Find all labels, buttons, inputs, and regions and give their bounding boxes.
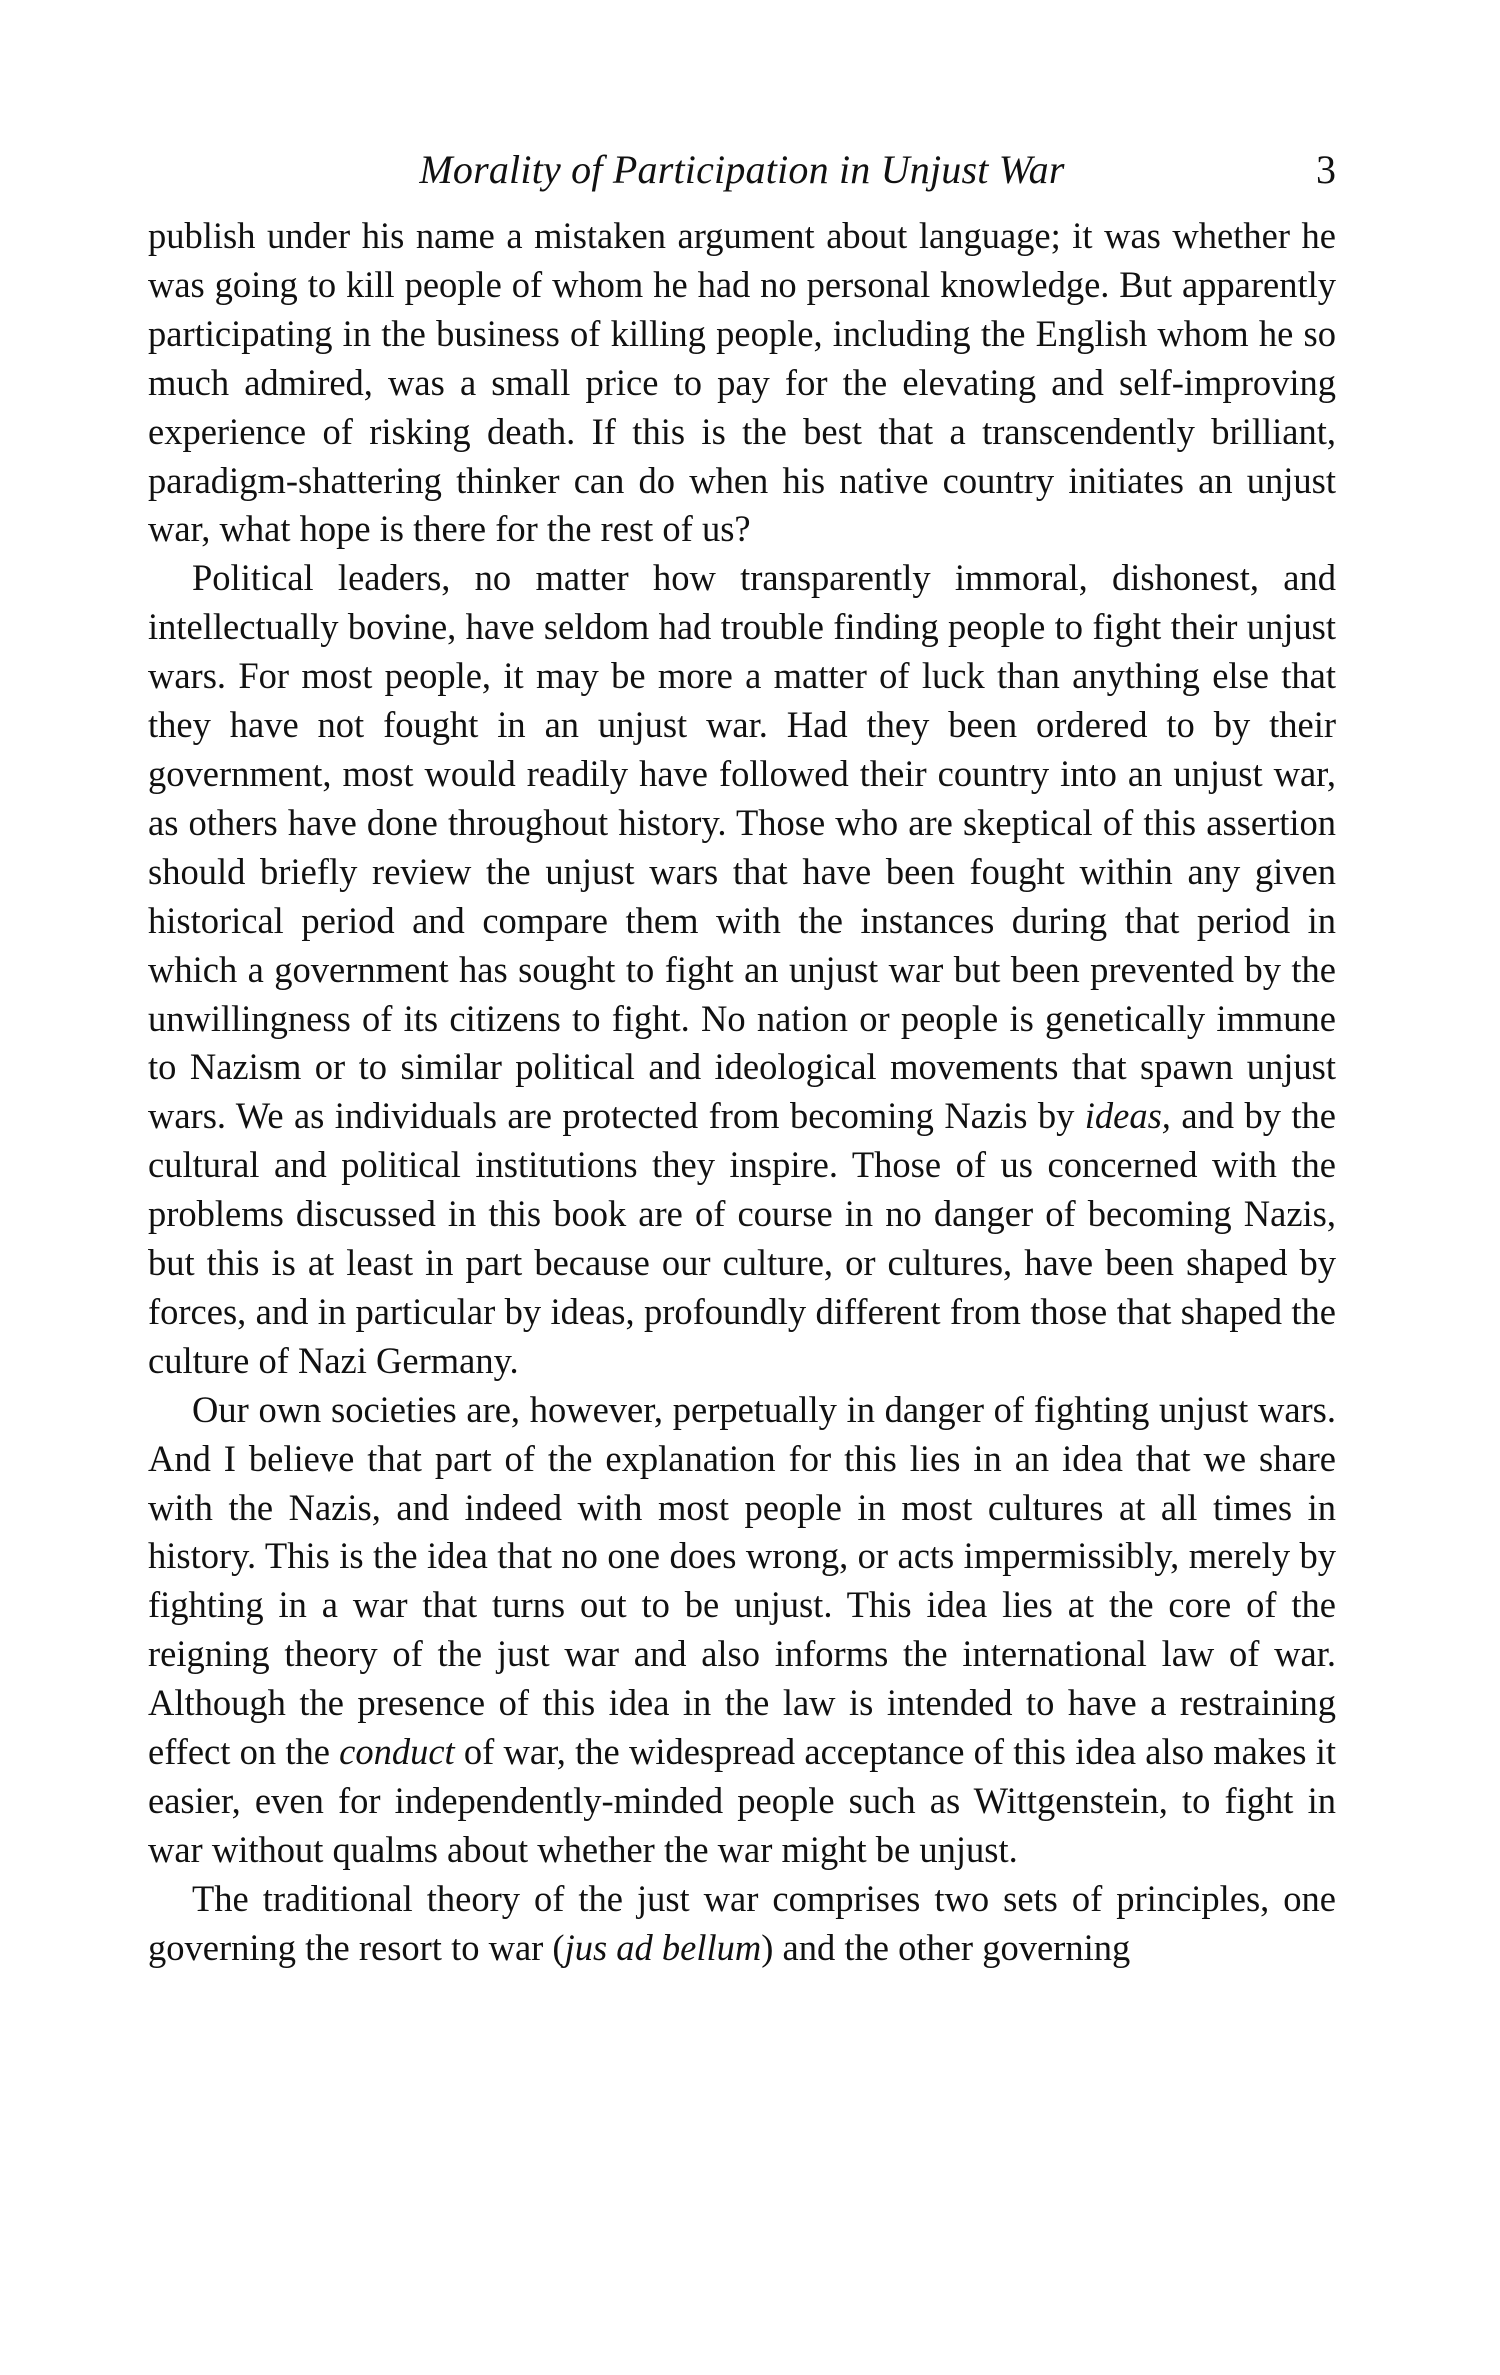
body-text <box>148 212 1336 1973</box>
book-page <box>148 142 1336 1973</box>
paragraph-4 <box>148 1875 1336 1973</box>
paragraph-1 <box>148 212 1336 554</box>
paragraph-4-emphasis-jus-ad-bellum: jus ad bellum <box>564 1926 762 1968</box>
paragraph-3 <box>148 1386 1336 1875</box>
page-number: 3 <box>1316 147 1336 192</box>
running-head <box>148 142 1336 198</box>
paragraph-2-text-a: Political leaders, no matter how transparently immoral, dishonest, and intellectually bovine, have seldom had trouble finding people to fight their unjust wars. For most people, it may be more a matter of luck than anything else that they have not fought in an unjust war. Had they been ordered to by their government, most would readily have followed their country into an unjust war, as others have done throughout history. Those who are skeptical of this assertion should briefly review the unjust wars that have been fought within any given historical period and compare them with the instances during that period in which a government has sought to fight an unjust war but been prevented by the unwillingness of its citizens to fight. No nation or people is genetically immune to Nazism or to similar political and ideological movements that spawn unjust wars. We as individuals are protected from becoming Nazis by <box>148 557 1336 1137</box>
paragraph-2-emphasis-ideas: ideas, <box>1084 1095 1171 1137</box>
paragraph-3-emphasis-conduct: conduct <box>339 1731 455 1773</box>
paragraph-2-text-b: and by the cultural and political institutions they inspire. Those of us concerned with the problems discussed in this book are of course in no danger of becoming Nazis, but this is at least in part because our culture, or cultures, have been shaped by forces, and in particular by ideas, profoundly different from those that shaped the culture of Nazi Germany. <box>148 1095 1336 1381</box>
paragraph-3-text-b: of war, the widespread acceptance of this idea also makes it easier, even for independently-minded people such as Wittgenstein, to fight in war without qualms about whether the war might be unjust. <box>148 1731 1337 1870</box>
paragraph-4-text-b: ) and the other governing <box>761 1926 1131 1968</box>
running-title: Morality of Participation in Unjust War <box>419 147 1065 192</box>
paragraph-4-text-a: The traditional theory of the just war comprises two sets of principles, one governing the resort to war ( <box>148 1877 1336 1968</box>
paragraph-1-text: publish under his name a mistaken argument about language; it was whether he was going to kill people of whom he had no personal knowledge. But apparently participating in the business of killing people, including the English whom he so much admired, was a small price to pay for the elevating and self-improving experience of risking death. If this is the best that a transcendently brilliant, paradigm-shattering thinker can do when his native country initiates an unjust war, what hope is there for the rest of us? <box>148 215 1336 550</box>
paragraph-2 <box>148 554 1336 1385</box>
paragraph-3-text-a: Our own societies are, however, perpetually in danger of fighting unjust wars. And I believe that part of the explanation for this lies in an idea that we share with the Nazis, and indeed with most people in most cultures at all times in history. This is the idea that no one does wrong, or acts impermissibly, merely by fighting in a war that turns out to be unjust. This idea lies at the core of the reigning theory of the just war and also informs the international law of war. Although the presence of this idea in the law is intended to have a restraining effect on the <box>148 1388 1336 1773</box>
